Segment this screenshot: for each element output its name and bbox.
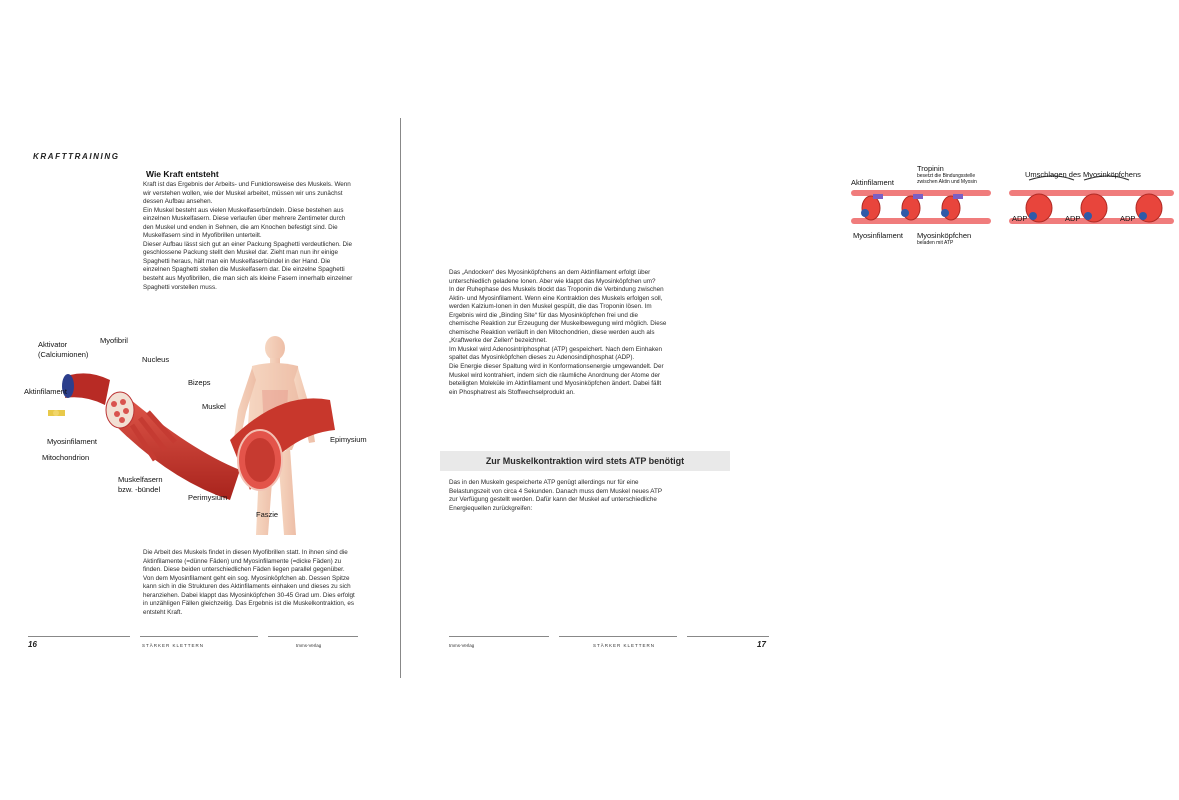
label-adp: ADP bbox=[1120, 214, 1136, 223]
paragraph: In der Ruhephase des Muskels blockt das Troponin die Verbindung zwischen Aktin- und Myosinfilament. Wenn eine Kontraktion des Muskels erfolgen soll, werden Kalzium-Ionen in den Muskel gespült, die das Troponin lösen. Im Ergebnis wird die „Binding Site“ für das Myosinköpfchen frei und die chemische Reaktion zur Erzeugung der Muskelbewegung wird möglich. Diese chemische Reaktion verläuft in den Mitochondrien, diese werden auch als „Kraftwerke der Zellen“ bezeichnet. bbox=[449, 286, 667, 345]
footer-publisher: tmms-Verlag bbox=[449, 643, 475, 648]
contraction-text bbox=[449, 269, 669, 397]
label-tropinin-note: besetzt die Bindungsstelle bbox=[917, 173, 976, 179]
label-adp: ADP bbox=[1065, 214, 1081, 223]
paragraph: Die Energie dieser Spaltung wird in Konformationsenergie umgewandelt. Der Muskel wird kontrahiert, indem sich die räumliche Anordnung der Atome der beteiligten Moleküle im Aktinfilament und Myosinköpfchen ändert. Dabei fällt ein Phosphatrest als Stoffwechselprodukt an. bbox=[449, 363, 664, 396]
right-page bbox=[401, 0, 1141, 800]
label-tropinin-note: zwischen Aktin und Myosin bbox=[917, 179, 977, 185]
footer-rule bbox=[559, 636, 677, 637]
label-myofibril: Myofibril bbox=[100, 336, 128, 345]
label-faszie: Faszie bbox=[256, 510, 279, 519]
paragraph: Dieser Aufbau lässt sich gut an einer Packung Spaghetti verdeutlichen. Die geschlossene Packung stellt den Muskel dar. Zieht man nun ihr einige Spaghetti heraus, hält man ein Muskelfaserbündel in der Hand. Die einzelnen Spaghetti stellen die Muskelfasern dar. Die einzelne Spaghetti besteht aus Myofibrillen, die man sich als kleine Fasern innerhalb einzelner Spaghetti vorstellen muss. bbox=[143, 240, 353, 291]
section-header: KRAFTTRAINING bbox=[33, 152, 120, 161]
paragraph: Im Muskel wird Adenosintriphosphat (ATP) gespeichert. Nach dem Einhaken spaltet das Myosinköpfchen dieses zu Adenosindiphosphat (ADP). bbox=[449, 345, 663, 362]
label-calciumionen: (Calciumionen) bbox=[38, 350, 89, 359]
label-myosinfilament: Myosinfilament bbox=[47, 437, 98, 446]
footer-rule bbox=[268, 636, 358, 637]
paragraph: Ein Muskel besteht aus vielen Muskelfaserbündeln. Diese bestehen aus einzelnen Muskelfasern. Diese verlaufen über mehrere Zentimeter durch den Muskel und enden in Sehnen, die am Knochen befestigt sind. Die Muskelfasern sind in Myofibrillen unterteilt. bbox=[143, 206, 346, 240]
footer-book-title: STÄRKER KLETTERN bbox=[142, 643, 205, 648]
label-aktinfilament: Aktinfilament bbox=[851, 178, 894, 187]
paragraph: Kraft ist das Ergebnis der Arbeits- und Funktionsweise des Muskels. Wenn wir verstehen wollen, wie der Muskel arbeitet, müssen wir uns zunächst dessen Aufbau ansehen. bbox=[143, 181, 351, 206]
footer-rule bbox=[687, 636, 769, 637]
footer-book-title: STÄRKER KLETTERN bbox=[593, 643, 656, 648]
label-nucleus: Nucleus bbox=[142, 355, 170, 364]
footer-rule bbox=[28, 636, 130, 637]
filament-right bbox=[1009, 176, 1174, 224]
actin-myosin-diagram bbox=[849, 158, 1179, 258]
myofibril-text: Die Arbeit des Muskels findet in diesen Myofibrillen statt. In ihnen sind die Aktinfilamente (=dünne Fäden) und Myosinfilamente (=dicke Fäden) zu finden. Diese beiden unterschiedlichen Fäden liegen parallel gegenüber. Von dem Myosinfilament geht ein sog. Myosinköpfchen ab. Dessen Spitze kann sich in die Strukturen des Aktinfilaments einhaken und dieses zu sich heranziehen. Dabei klappt das Myosinköpfchen 30-45 Grad um. Dies erfolgt in unzähligen Fällen gleichzeitig. Das Ergebnis ist die Muskelkontraktion, es entsteht Kraft. bbox=[143, 549, 355, 616]
label-muskelfasern: Muskelfasern bbox=[118, 475, 163, 484]
footer-rule bbox=[140, 636, 258, 637]
label-aktivator: Aktivator bbox=[38, 340, 68, 349]
section-heading: Wie Kraft entsteht bbox=[146, 169, 219, 179]
footer-rule bbox=[449, 636, 549, 637]
label-muskel: Muskel bbox=[202, 402, 226, 411]
page-number-left: 16 bbox=[28, 640, 37, 649]
muscle-anatomy-figure bbox=[24, 330, 380, 540]
label-tropinin: Tropinin bbox=[917, 164, 944, 173]
label-buendel: bzw. -bündel bbox=[118, 485, 161, 494]
atp-text: Das in den Muskeln gespeicherte ATP genügt allerdings nur für eine Belastungszeit von circa 4 Sekunden. Danach muss dem Muskel neues ATP zur Verfügung gestellt werden. Dafür kann der Muskel auf unterschiedliche Energiequellen zurückgreifen: bbox=[449, 479, 662, 512]
page-number-right: 17 bbox=[757, 640, 766, 649]
label-atp-note: beladen mit ATP bbox=[917, 240, 954, 246]
label-umschlagen: Umschlagen des Myosinköpfchens bbox=[1025, 170, 1141, 179]
left-page bbox=[0, 0, 400, 800]
label-epimysium: Epimysium bbox=[330, 435, 367, 444]
label-myosinkoepfchen: Myosinköpfchen bbox=[917, 231, 972, 240]
muscle-illustration bbox=[30, 330, 380, 540]
callout-box: Zur Muskelkontraktion wird stets ATP benötigt bbox=[440, 451, 730, 471]
label-myosinfilament: Myosinfilament bbox=[853, 231, 904, 240]
paragraph: Das „Andocken“ des Myosinköpfchens an dem Aktinfilament erfolgt über unterschiedlich geladene Ionen. Aber wie klappt das Myosinköpfchen um? bbox=[449, 269, 656, 285]
footer-publisher: tmms-Verlag bbox=[296, 643, 322, 648]
intro-text bbox=[143, 181, 357, 292]
filament-left bbox=[851, 190, 991, 224]
label-aktinfilament: Aktinfilament bbox=[24, 387, 67, 396]
label-mitochondrion: Mitochondrion bbox=[42, 453, 90, 462]
label-bizeps: Bizeps bbox=[188, 378, 211, 387]
label-adp: ADP bbox=[1012, 214, 1028, 223]
label-perimysium: Perimysium bbox=[188, 493, 228, 502]
